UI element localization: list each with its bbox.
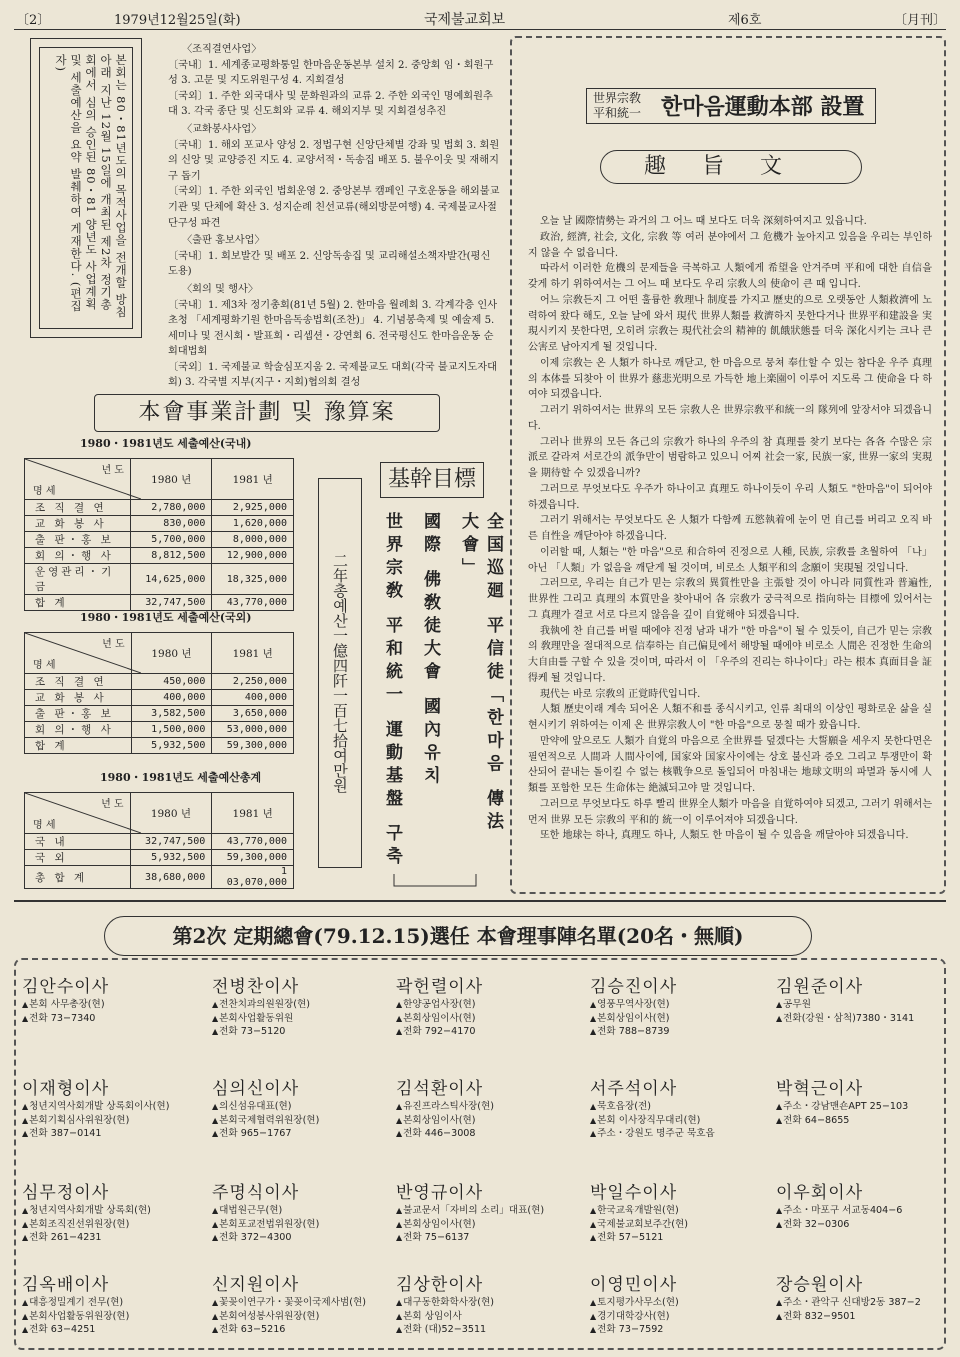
article-paragraph: 政治, 經濟, 社会, 文化, 宗敎 等 여러 분야에서 그 危機가 높아지고 있음을 우리는 부인하지 않을 수 없읍니다. xyxy=(528,231,932,259)
article-paragraph: 어느 宗敎든지 그 어떤 훌륭한 敎理나 制度를 가지고 歷史的으로 오랫동안 人類救濟에 노력하여 왔다 해도, 오늘 날에 와서 現代 世界人類를 救濟하지 못한다거나 世界平和建設을 実現시키지 못한다면, 오히려 宗敎는 現代社会의 精神的 飢餓狀態를 더욱 深化시키는 크나 큰 公害로 남아지게 될 것입니다. xyxy=(528,294,932,353)
director-entry xyxy=(590,976,768,1039)
director-entry xyxy=(590,1274,768,1337)
year-header: 1980 년 xyxy=(131,633,212,674)
director-detail: ▲ 전화 73−7592 xyxy=(590,1323,768,1337)
row-label: 국 외 xyxy=(25,850,131,866)
article-headline-box xyxy=(586,88,876,124)
issue-number: 제6호 xyxy=(728,13,762,28)
director-detail: ▲ 전화 792−4170 xyxy=(396,1025,574,1039)
director-detail: ▲ 주소・강남맨숀APT 25−103 xyxy=(776,1100,954,1114)
plan-item: 〔국외〕1. 주한 외국인 법회운영 2. 중앙본부 캠페인 구호운동을 해외불교기관 및 단체에 확산 3. 성지순례 친선교류(해외방문여행) 4. 국제불교사절단구성 파견 xyxy=(168,186,500,229)
article-paragraph: 그러나 世界의 모든 各己의 宗敎가 하나의 우주의 참 真理를 찾기 보다는 各各 수많은 宗派로 갈라져 서로간의 派争만이 범람하고 있으니 어찌 社会一家, 民族一家, 世界一家의 実現을 期待할 수 있겠읍니까? xyxy=(528,436,932,479)
director-detail: ▲ 국제불교회보주간(현) xyxy=(590,1218,768,1232)
director-detail: ▲ 전화 387−0141 xyxy=(22,1127,200,1141)
value-1981: 2,250,000 xyxy=(212,674,294,690)
plan-section-title: 〈회의 및 행사〉 xyxy=(182,283,259,295)
value-1980: 2,780,000 xyxy=(130,500,212,516)
budget-table-title: 1980・1981년도 세출예산총계 xyxy=(100,771,262,784)
director-entry xyxy=(590,1078,768,1141)
director-name: 장승원이사 xyxy=(776,1275,864,1295)
goal-item-3: 世界宗敎 平和統一 運動基盤 구축 xyxy=(382,512,402,870)
kicker-line-1: 世界宗敎 xyxy=(593,91,642,105)
director-name: 심의신이사 xyxy=(212,1079,300,1099)
director-detail: ▲ 전화 75−6137 xyxy=(396,1231,574,1245)
row-label: 회 의・행 사 xyxy=(25,722,132,738)
header-year-label: 년 도 xyxy=(101,799,124,810)
table-header-row xyxy=(25,633,294,674)
plan-item: 〔국내〕1. 세계종교평화통일 한마음운동본부 설치 2. 중앙회 임・회원구성 3. 고문 및 지도위원구성 4. 지회결성 xyxy=(168,59,494,87)
plan-banner xyxy=(94,394,440,432)
value-1981: 43,770,000 xyxy=(212,834,294,850)
plan-section-title: 〈출판 홍보사업〉 xyxy=(182,235,265,247)
director-detail: ▲ 전화 965−1767 xyxy=(212,1127,390,1141)
director-detail: ▲ 전화 63−4251 xyxy=(22,1323,200,1337)
publication-frequency: 〔月刊〕 xyxy=(894,13,947,28)
director-detail: ▲ 본회상임이사(현) xyxy=(396,1218,574,1232)
director-name: 박혁근이사 xyxy=(776,1079,864,1099)
plan-item: 〔국외〕1. 국제불교 학술심포지움 2. 국제불교도 대회(각국 불교지도자대회) 3. 각국별 지부(지구・지회)협의회 결성 xyxy=(168,361,497,389)
value-1980: 5,932,500 xyxy=(131,738,212,754)
director-entry xyxy=(22,1274,200,1337)
director-entry xyxy=(776,976,954,1025)
director-detail: ▲ 전화 261−4231 xyxy=(22,1231,200,1245)
banner-title: 本會事業計劃 및 豫算案 xyxy=(138,400,396,425)
header-item-label: 명 세 xyxy=(33,660,56,671)
header-item-label: 명 세 xyxy=(33,486,56,497)
table-row xyxy=(25,706,294,722)
director-detail: ▲ 유진프라스틱사장(현) xyxy=(396,1100,574,1114)
article-paragraph: 오늘 날 國際情勢는 과거의 그 어느 때 보다도 더욱 深刻하여지고 있읍니다. xyxy=(540,216,867,227)
budget-table xyxy=(24,792,294,889)
director-name: 서주석이사 xyxy=(590,1079,678,1099)
value-1980: 450,000 xyxy=(131,674,212,690)
director-name: 전병찬이사 xyxy=(212,977,300,997)
row-label: 출 판・홍 보 xyxy=(25,706,132,722)
director-detail: ▲ 공무원 xyxy=(776,998,954,1012)
table-total-row xyxy=(25,866,294,889)
row-label: 합 계 xyxy=(25,595,131,611)
director-name: 주명식이사 xyxy=(212,1183,300,1203)
value-1980: 8,812,500 xyxy=(130,548,212,564)
director-detail: ▲ 전화 63−5216 xyxy=(212,1323,390,1337)
row-label: 조 직 결 연 xyxy=(25,500,131,516)
director-entry xyxy=(212,976,390,1039)
value-1981: 12,900,000 xyxy=(212,548,294,564)
value-1980: 830,000 xyxy=(130,516,212,532)
director-name: 이우회이사 xyxy=(776,1183,864,1203)
value-1981: 1,620,000 xyxy=(212,516,294,532)
director-entry xyxy=(396,976,574,1039)
page-header xyxy=(14,6,946,30)
director-detail: ▲ 주소・강원도 명주군 묵호읍 xyxy=(590,1127,768,1141)
director-name: 곽헌렬이사 xyxy=(396,977,484,997)
director-detail: ▲ 본회 상임이사 xyxy=(396,1310,574,1324)
header-item-label: 명 세 xyxy=(33,820,56,831)
director-detail: ▲ 대법원근무(현) xyxy=(212,1204,390,1218)
director-detail: ▲ 전화 73−5120 xyxy=(212,1025,390,1039)
business-plan-list xyxy=(168,40,500,391)
director-entry xyxy=(776,1182,954,1231)
budget-table xyxy=(24,458,294,611)
director-entry xyxy=(212,1274,390,1337)
director-name: 김원준이사 xyxy=(776,977,864,997)
director-detail: ▲ 본회사업활동위원장(현) xyxy=(22,1310,200,1324)
row-label: 조 직 결 연 xyxy=(25,674,132,690)
row-label: 국 내 xyxy=(25,834,131,850)
value-1980: 38,680,000 xyxy=(130,866,212,889)
budget-table-title: 1980・1981년도 세출예산(국외) xyxy=(80,611,252,624)
director-name: 김석환이사 xyxy=(396,1079,484,1099)
goals-title: 基幹目標 xyxy=(380,462,484,498)
value-1980: 3,582,500 xyxy=(131,706,212,722)
header-year-label: 년 도 xyxy=(101,465,124,476)
row-label: 총 합 계 xyxy=(25,866,131,889)
row-label: 합 계 xyxy=(25,738,132,754)
director-name: 박일수이사 xyxy=(590,1183,678,1203)
director-detail: ▲ 한양공업사장(현) xyxy=(396,998,574,1012)
value-1980: 5,700,000 xyxy=(130,532,212,548)
directors-title: 第2次 定期總會(79.12.15)選任 本會理事陣名單(20名・無順) xyxy=(104,916,812,956)
director-detail: ▲ 주소・마포구 서교동404−6 xyxy=(776,1204,954,1218)
director-detail: ▲ 전화 32−0306 xyxy=(776,1218,954,1232)
article-headline: 한마음運動本部 設置 xyxy=(661,94,865,120)
director-name: 김승진이사 xyxy=(590,977,678,997)
value-1981: 1 03,070,000 xyxy=(212,866,294,889)
row-label: 교 화 봉 사 xyxy=(25,690,132,706)
table-corner-cell xyxy=(25,633,132,674)
plan-section-title: 〈교화봉사사업〉 xyxy=(182,123,262,135)
director-entry xyxy=(22,976,200,1025)
value-1980: 32,747,500 xyxy=(130,595,212,611)
director-detail: ▲ 전화 64−8655 xyxy=(776,1114,954,1128)
director-detail: ▲ 대흥정밀계기 전무(현) xyxy=(22,1296,200,1310)
article-paragraph: 그러기 위하여서는 世界의 모든 宗敎人은 世界宗敎平和統一의 隊列에 앞장서야 되겠읍니다. xyxy=(528,405,932,432)
value-1980: 5,932,500 xyxy=(130,850,212,866)
article-paragraph: 現代는 바로 宗敎의 正覚時代입니다. xyxy=(540,688,701,700)
article-paragraph: 이러할 때, 人類는 "한 마음"으로 和合하여 진정으로 人種, 民族, 宗敎를 초월하여 「나」아닌 「人類」가 없음을 깨닫게 될 것이며, 비로소 人類平和의 念願이 実現될 것입니다. xyxy=(528,546,932,574)
director-detail: ▲ 영풍무역사장(현) xyxy=(590,998,768,1012)
director-entry xyxy=(776,1274,954,1323)
value-1980: 400,000 xyxy=(131,690,212,706)
article-paragraph: 따라서 이러한 危機의 문제들을 극복하고 人類에게 希望을 안겨주며 平和에 대한 自信을 갖게 하기 위하여서는 그 어느 때 보다도 우리 宗敎人의 使命이 큰 때 입니다. xyxy=(528,263,932,290)
row-label: 교 화 봉 사 xyxy=(25,516,131,532)
director-detail: ▲ 본회 사무총장(현) xyxy=(22,998,200,1012)
director-detail: ▲ 전화 832−9501 xyxy=(776,1310,954,1324)
table-row xyxy=(25,690,294,706)
table-row xyxy=(25,834,294,850)
director-detail: ▲ 본회포교전법위원장(현) xyxy=(212,1218,390,1232)
table-total-row xyxy=(25,595,294,611)
year-header: 1981 년 xyxy=(212,633,294,674)
plan-section xyxy=(168,233,500,280)
director-detail: ▲ 청년지역사회개발 상록회이사(현) xyxy=(22,1100,200,1114)
directors-list xyxy=(14,958,946,1350)
value-1980: 1,500,000 xyxy=(131,722,212,738)
article-paragraph: 이제 宗敎는 온 人類가 하나로 깨닫고, 한 마음으로 뭉쳐 奉仕할 수 있는 참다운 우주 真理의 本体를 되찾아 이 世界가 慈悲光明으로 가득한 地上楽園이 이루어 지도록 그 使命을 다 하여야 되겠읍니다. xyxy=(528,357,932,401)
director-entry xyxy=(396,1078,574,1141)
year-header: 1981 년 xyxy=(212,459,294,500)
table-corner-cell xyxy=(25,459,131,500)
article-paragraph: 我執에 찬 自己를 버릴 때에야 진정 남과 내가 "한 마음"이 될 수 있듯이, 自己가 믿는 宗敎의 敎理만을 절대적으로 信奉하는 自己偏見에서 해방될 때에야 비로소 人間은 진정한 生命의 大自由를 구할 수 있을 것이며, 따라서 이 「우주의 진리는 하나이다」라는 根本 真面目을 証得케 될 것입니다. xyxy=(528,625,932,684)
article-paragraph: 人類 歷史이래 계속 되어온 人類不和를 종식시키고, 인류 최대의 이상인 평화로운 삶을 실현시키기 위하여는 이제 온 世界宗敎人이 "한 마음"으로 뭉칠 때가 왔읍니다. xyxy=(528,704,932,731)
director-entry xyxy=(396,1182,574,1245)
headline-kicker xyxy=(593,91,641,121)
editor-note-box xyxy=(30,38,142,338)
plan-section xyxy=(168,42,500,120)
director-detail: ▲ 본회기획심사위원장(현) xyxy=(22,1114,200,1128)
table-row xyxy=(25,500,294,516)
article-paragraph: 그러기 위해서는 무엇보다도 온 人類가 다함께 五慾執着에 눈이 먼 自己를 버리고 오직 바른 自性을 깨닫아야 하겠읍니다. xyxy=(528,515,932,542)
director-detail: ▲ 대구동한화학사장(현) xyxy=(396,1296,574,1310)
year-header: 1980 년 xyxy=(130,793,212,834)
article-paragraph: 그러므로 무엇보다도 우주가 하나이고 真理도 하나이듯이 우리 人類도 "한마음"이 되어야 하겠읍니다. xyxy=(528,483,932,511)
table-row xyxy=(25,722,294,738)
director-detail: ▲ 본회 이사장직무대리(현) xyxy=(590,1114,768,1128)
director-name: 심무정이사 xyxy=(22,1183,110,1203)
value-1981: 43,770,000 xyxy=(212,595,294,611)
plan-item: 〔국외〕1. 주한 외국대사 및 문화원과의 교류 2. 주한 외국인 명예회원추대 3. 각국 종단 및 신도회와 교류 4. 해외지부 및 지회결성추진 xyxy=(168,90,493,118)
plan-section-title: 〈조직결연사업〉 xyxy=(182,44,262,55)
director-entry xyxy=(212,1182,390,1245)
goal-item-1: 全国巡廻 平信徒「한마음 傳法大會」 xyxy=(458,512,503,835)
table-row xyxy=(25,548,294,564)
director-name: 김상한이사 xyxy=(396,1275,484,1295)
director-detail: ▲ 전화 (대)52−3511 xyxy=(396,1323,574,1337)
budget-table-title: 1980・1981년도 세출예산(국내) xyxy=(80,437,252,450)
value-1981: 59,300,000 xyxy=(212,850,294,866)
director-detail: ▲ 본회상임이사(현) xyxy=(396,1114,574,1128)
budget-table-block xyxy=(20,610,300,754)
director-entry xyxy=(776,1078,954,1127)
table-row xyxy=(25,674,294,690)
table-header-row xyxy=(25,793,294,834)
plan-item: 〔국내〕1. 제3차 정기총회(81년 5월) 2. 한마음 월례회 3. 각계각층 인사초청 「세계평화기원 한마음독송법회(조찬)」 4. 기념봉축제 및 예술제 5. 세미나 및 전시회・발표회・리셉션・강연회 6. 전국평신도 한마음운동 순회대법회 xyxy=(168,299,498,358)
director-detail: ▲ 전찬치과의원원장(현) xyxy=(212,998,390,1012)
director-entry xyxy=(212,1078,390,1141)
director-detail: ▲ 전화 788−8739 xyxy=(590,1025,768,1039)
value-1981: 3,650,000 xyxy=(212,706,294,722)
page-number: 〔2〕 xyxy=(16,13,51,28)
director-detail: ▲ 주소・관악구 신대방2동 387−2 xyxy=(776,1296,954,1310)
director-entry xyxy=(396,1274,574,1337)
plan-item: 〔국내〕1. 해외 포교사 양성 2. 정법구현 신앙단체별 강좌 및 법회 3. 회원의 신앙 및 교양증진 지도 4. 교양서적・독송집 배포 5. 불우이웃 및 재해지구 돕기 xyxy=(168,139,500,182)
plan-section xyxy=(168,282,500,391)
value-1980: 32,747,500 xyxy=(130,834,212,850)
director-name: 김안수이사 xyxy=(22,977,110,997)
total-budget-vertical xyxy=(318,478,362,868)
director-detail: ▲ 전화 446−3008 xyxy=(396,1127,574,1141)
director-detail: ▲ 본회상임이사(현) xyxy=(396,1012,574,1026)
director-detail: ▲ 본회여성봉사위원장(현) xyxy=(212,1310,390,1324)
year-header: 1980 년 xyxy=(130,459,212,500)
plan-item: 〔국내〕1. 회보발간 및 배포 2. 신앙독송집 및 교리해설소책자발간(평신도용) xyxy=(168,250,491,278)
director-detail: ▲ 꽃꽂이연구가・꽃꽂이국제사범(현) xyxy=(212,1296,390,1310)
director-detail: ▲ 청년지역사회개발 상록회(현) xyxy=(22,1204,200,1218)
director-detail: ▲ 본회사업활동위원 xyxy=(212,1012,390,1026)
director-detail: ▲ 의신섬유대표(현) xyxy=(212,1100,390,1114)
editor-note-text: 본회는 80・81년도의 목적사업을 전개할 방침아래 지난 12월 15일에 개최된 제2차 정기총회에서 심의 승인된 80・81 양년도 사업계획 및 세출예산을 요약 발췌하여 게재한다. (편집자) xyxy=(39,47,133,329)
budget-table-block xyxy=(20,436,300,611)
director-detail: ▲ 본회조직진선위원장(현) xyxy=(22,1218,200,1232)
total-budget-text: 二年총예산一億四阡一百七拾여만원 xyxy=(331,553,349,793)
row-label: 회 의・행 사 xyxy=(25,548,131,564)
plan-section xyxy=(168,122,500,231)
article-paragraph: 그러므로 무엇보다도 하루 빨리 世界全人類가 마음을 自覚하여야 되겠고, 그러기 위해서는 먼저 世界 모든 宗敎의 平和的 統一이 이루어져야 되겠읍니다. xyxy=(528,798,932,826)
director-detail: ▲ 묵호읍장(전) xyxy=(590,1100,768,1114)
row-label: 운영관리・기금 xyxy=(25,564,131,595)
article-paragraph: 또한 地球는 하나, 真理도 하나, 人類도 한 마음이 될 수 있음을 깨달아야 되겠읍니다. xyxy=(540,830,909,842)
purpose-title: 趣旨文 xyxy=(600,150,862,184)
article-paragraph: 만약에 앞으로도 人類가 自覚의 마음으로 全世界를 덮겠다는 大誓願을 세우지 못한다면은 필연적으로 人間과 人間사이에, 国家와 国家사이에는 상호 불신과 증오 그리고 투쟁만이 확산되어 끝내는 돌이킬 수 없는 核戰争으로 돌입되어 마침내는 地球文明의 파멸과 동시에 人類를 포함한 모든 生命体는 絶滅되고야 말 것입니다. xyxy=(528,735,932,794)
kicker-line-2: 平和統一 xyxy=(593,106,642,120)
value-1981: 8,000,000 xyxy=(212,532,294,548)
table-total-row xyxy=(25,738,294,754)
newspaper-name: 국제불교회보 xyxy=(424,12,506,28)
director-detail: ▲ 불교문서「자비의 소리」대표(현) xyxy=(396,1204,574,1218)
table-corner-cell xyxy=(25,793,131,834)
row-label: 출 판・홍 보 xyxy=(25,532,131,548)
goal-item-2: 國際 佛敎徒大會 國內유치 xyxy=(420,512,440,789)
header-year-label: 년 도 xyxy=(102,639,125,650)
article-paragraph: 그러므로, 우리는 自己가 믿는 宗敎의 異質性만을 主張할 것이 아니라 同質性과 普遍性, 世界性 그리고 真理의 本質만을 찾아내어 各 宗敎가 궁극적으로 指向하는 目標에 있어서는 그 真理가 결코 서로 다르지 않음을 깊이 自覚해야 되겠읍니다. xyxy=(528,578,932,621)
value-1981: 53,000,000 xyxy=(212,722,294,738)
director-entry xyxy=(590,1182,768,1245)
value-1981: 18,325,000 xyxy=(212,564,294,595)
value-1981: 400,000 xyxy=(212,690,294,706)
director-name: 이영민이사 xyxy=(590,1275,678,1295)
director-detail: ▲ 본회상임이사(현) xyxy=(590,1012,768,1026)
director-name: 반영규이사 xyxy=(396,1183,484,1203)
goals-bracket xyxy=(376,500,494,890)
table-row xyxy=(25,532,294,548)
director-detail: ▲ 한국교육개발원(현) xyxy=(590,1204,768,1218)
director-name: 신지원이사 xyxy=(212,1275,300,1295)
budget-table-block xyxy=(20,770,300,889)
director-detail: ▲ 경기대학강사(현) xyxy=(590,1310,768,1324)
value-1981: 59,300,000 xyxy=(212,738,294,754)
director-name: 이재형이사 xyxy=(22,1079,110,1099)
table-row xyxy=(25,516,294,532)
director-detail: ▲ 토지평가사무소(현) xyxy=(590,1296,768,1310)
issue-date: 1979년12월25일(화) xyxy=(114,13,241,28)
value-1980: 14,625,000 xyxy=(130,564,212,595)
director-detail: ▲ 전화 73−7340 xyxy=(22,1012,200,1026)
director-entry xyxy=(22,1182,200,1245)
value-1981: 2,925,000 xyxy=(212,500,294,516)
director-detail: ▲ 본회국제협력위원장(현) xyxy=(212,1114,390,1128)
director-entry xyxy=(22,1078,200,1141)
director-name: 김옥배이사 xyxy=(22,1275,110,1295)
budget-table xyxy=(24,632,294,754)
director-detail: ▲ 전화(강원・삼척)7380・3141 xyxy=(776,1012,954,1026)
director-detail: ▲ 전화 57−5121 xyxy=(590,1231,768,1245)
director-detail: ▲ 전화 372−4300 xyxy=(212,1231,390,1245)
article-body xyxy=(528,214,932,844)
table-row xyxy=(25,564,294,595)
table-header-row xyxy=(25,459,294,500)
table-row xyxy=(25,850,294,866)
year-header: 1981 년 xyxy=(212,793,294,834)
